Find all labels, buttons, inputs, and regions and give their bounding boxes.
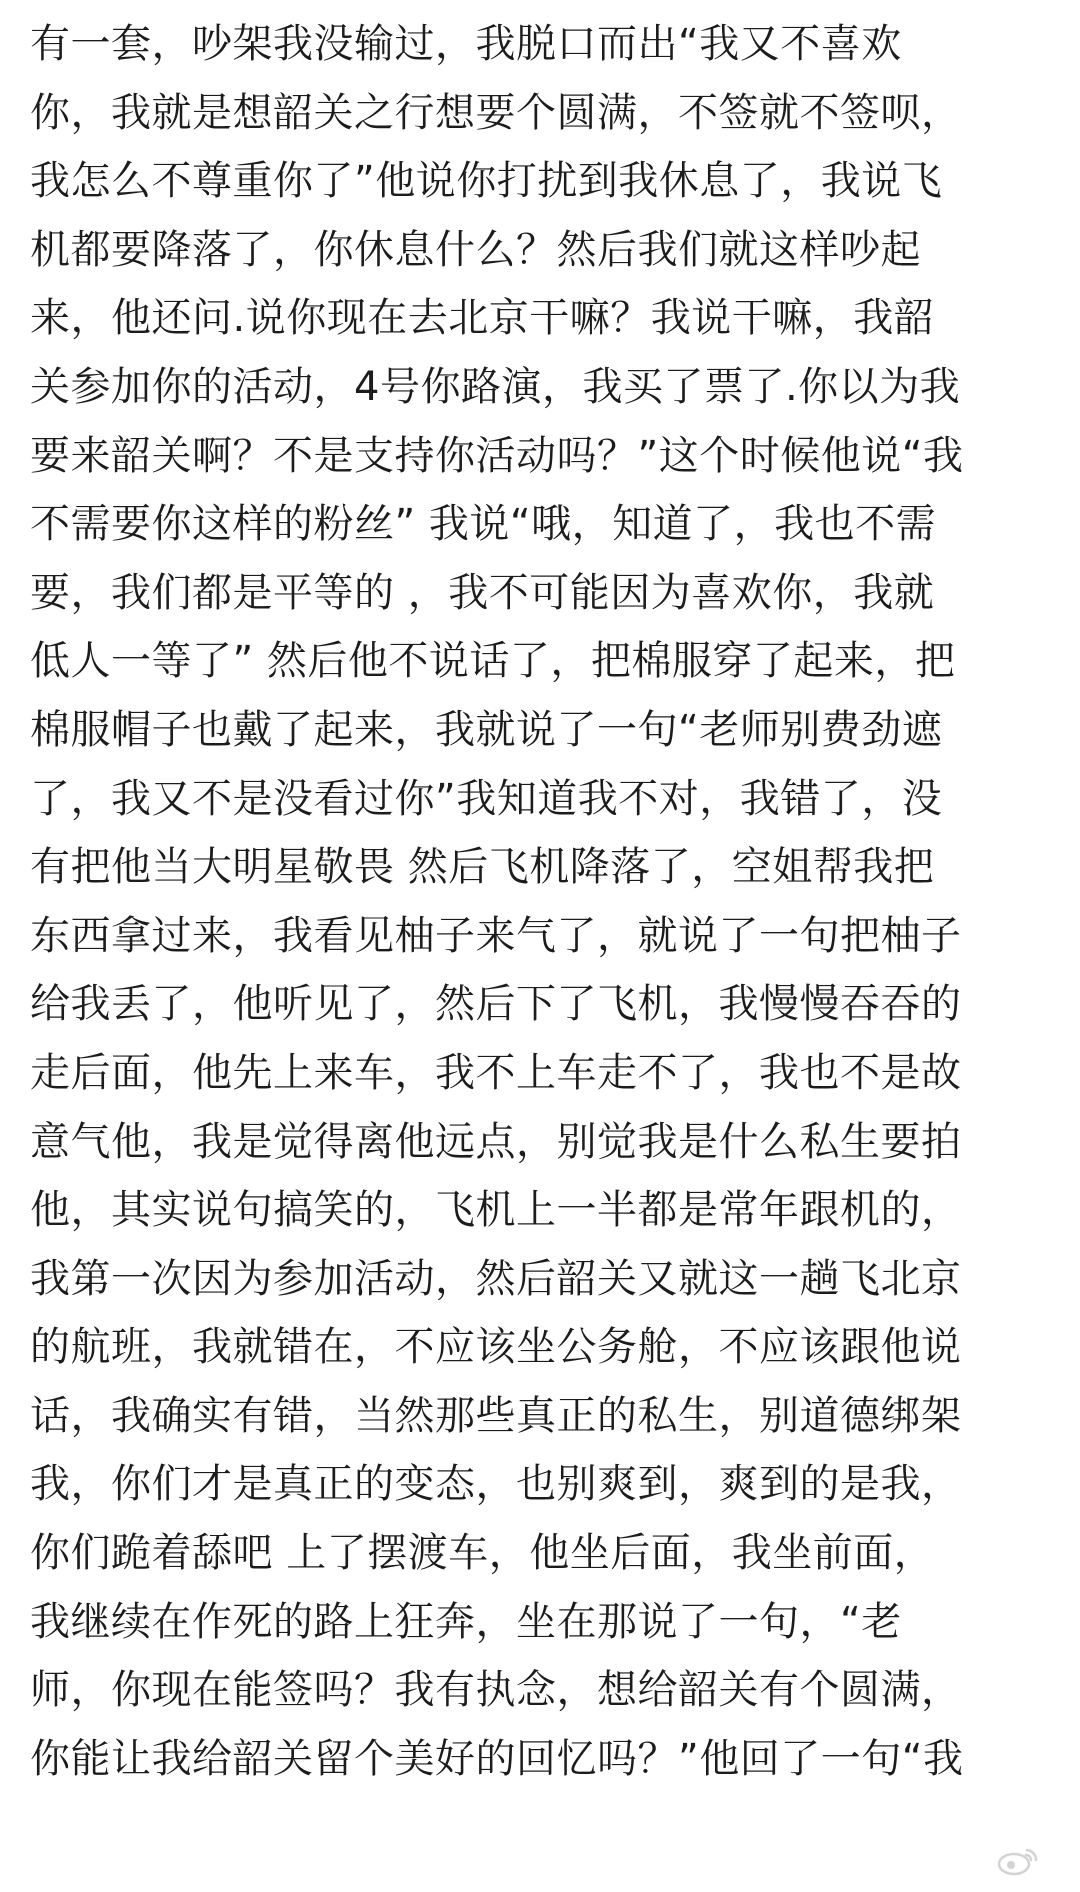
text-line: 要，我们都是平等的 ，我不可能因为喜欢你，我就 <box>30 569 935 616</box>
text-line: 你们跪着舔吧 上了摆渡车，他坐后面，我坐前面， <box>30 1530 935 1577</box>
text-line: 来，他还问.说你现在去北京干嘛？我说干嘛，我韶 <box>30 295 935 342</box>
text-line: 你，我就是想韶关之行想要个圆满，不签就不签呗， <box>30 89 962 136</box>
text-line-cut-off: 你能让我给韶关留个美好的回忆吗？”他回了一句“我 <box>30 1735 964 1782</box>
text-line: 机都要降落了，你休息什么？然后我们就这样吵起 <box>30 226 921 273</box>
text-line: 我怎么不尊重你了”他说你打扰到我休息了，我说飞 <box>30 158 943 205</box>
text-line: 有把他当大明星敬畏 然后飞机降落了，空姐帮我把 <box>30 844 935 891</box>
text-line: 走后面，他先上来车，我不上车走不了，我也不是故 <box>30 1049 962 1096</box>
text-line: 棉服帽子也戴了起来，我就说了一句“老师别费劲遮 <box>30 706 943 753</box>
text-line: 我第一次因为参加活动，然后韶关又就这一趟飞北京 <box>30 1255 962 1302</box>
text-line: 给我丢了，他听见了，然后下了飞机，我慢慢吞吞的 <box>30 981 962 1028</box>
text-line: 不需要你这样的粉丝” 我说“哦，知道了，我也不需 <box>30 501 937 548</box>
text-line: 关参加你的活动，4号你路演，我买了票了.你以为我 <box>30 363 961 410</box>
text-line: 我，你们才是真正的变态，也别爽到，爽到的是我， <box>30 1461 962 1508</box>
text-line: 要来韶关啊？不是支持你活动吗？”这个时候他说“我 <box>30 432 964 479</box>
text-line: 话，我确实有错，当然那些真正的私生，别道德绑架 <box>30 1392 962 1439</box>
text-line: 意气他，我是觉得离他远点，别觉我是什么私生要拍 <box>30 1118 962 1165</box>
text-line: 师，你现在能签吗？我有执念，想给韶关有个圆满， <box>30 1667 962 1714</box>
text-line: 的航班，我就错在，不应该坐公务舱，不应该跟他说 <box>30 1324 962 1371</box>
text-line: 我继续在作死的路上狂奔，坐在那说了一句，“老 <box>30 1598 902 1645</box>
text-line: 了，我又不是没看过你”我知道我不对，我错了，没 <box>30 775 943 822</box>
text-line: 东西拿过来，我看见柚子来气了，就说了一句把柚子 <box>30 912 962 959</box>
weibo-logo-icon-graphic <box>996 1846 1040 1876</box>
text-line: 低人一等了” 然后他不说话了，把棉服穿了起来，把 <box>30 638 956 685</box>
text-line: 有一套，吵架我没输过，我脱口而出“我又不喜欢 <box>30 21 902 67</box>
text-line: 他，其实说句搞笑的，飞机上一半都是常年跟机的， <box>30 1187 962 1234</box>
weibo-logo-icon <box>930 1844 1040 1878</box>
post-body-text <box>30 10 1060 1782</box>
